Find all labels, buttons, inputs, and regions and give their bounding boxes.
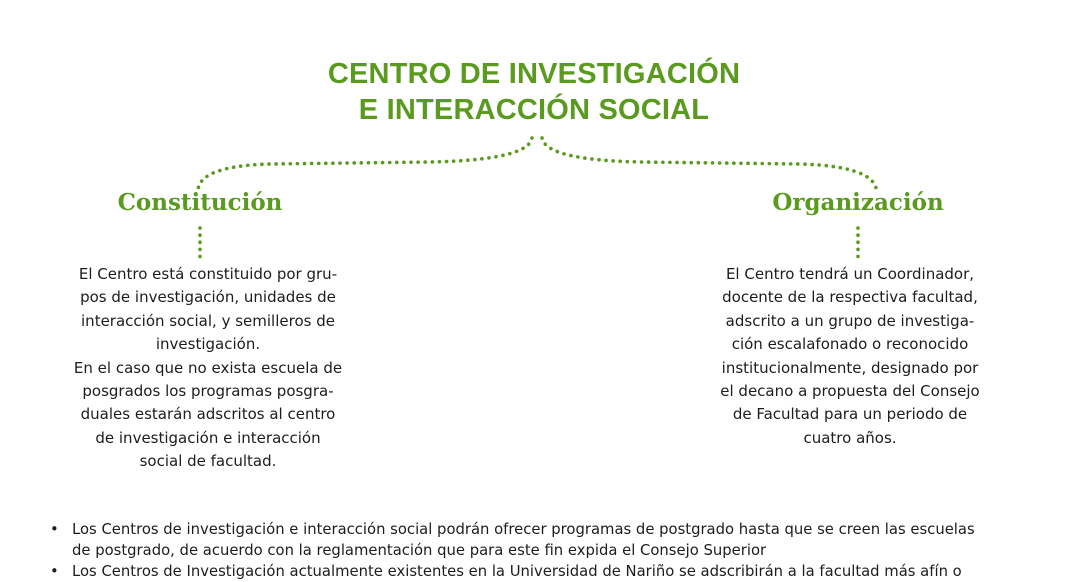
heading-organizacion: Organización xyxy=(772,189,944,216)
organizacion-text xyxy=(680,263,1020,450)
note-line: Los Centros de investigación e interacción social podrán ofrecer programas de postgrado hasta que se creen las escuelas xyxy=(72,521,975,538)
organizacion-line: El Centro tendrá un Coordinador, xyxy=(725,265,975,283)
constitucion-line: interacción social, y semilleros de xyxy=(81,311,335,330)
list-item xyxy=(50,561,1060,582)
notes-list xyxy=(50,519,1060,582)
title-line-2: E INTERACCIÓN SOCIAL xyxy=(358,94,710,126)
title-line-1: CENTRO DE INVESTIGACIÓN xyxy=(327,58,741,90)
organizacion-line: docente de la respectiva facultad, xyxy=(722,288,978,307)
note-line: de postgrado, de acuerdo con la reglamentación que para este fin expida el Consejo Superior xyxy=(72,542,767,559)
constitucion-line: El Centro está constituido por gru- xyxy=(78,265,338,283)
list-item xyxy=(50,519,1060,561)
bullet-icon: • xyxy=(50,563,59,580)
constitucion-line: En el caso que no exista escuela de xyxy=(73,358,343,377)
constitucion-line: duales estarán adscritos al centro xyxy=(80,405,336,424)
organizacion-line: cuatro años. xyxy=(803,428,897,447)
constitucion-text xyxy=(40,263,376,474)
constitucion-line: de investigación e interacción xyxy=(95,428,321,447)
heading-constitucion: Constitución xyxy=(117,189,283,216)
constitucion-line: posgrados los programas posgra- xyxy=(82,382,334,401)
constitucion-line: pos de investigación, unidades de xyxy=(80,288,336,307)
organizacion-line: ción escalafonado o reconocido xyxy=(731,335,969,354)
note-line: Los Centros de Investigación actualmente existentes en la Universidad de Nariño se adscribirán a la facultad más afín o xyxy=(72,563,962,580)
organizacion-line: adscrito a un grupo de investiga- xyxy=(725,311,975,330)
bullet-icon: • xyxy=(50,521,59,538)
organizacion-line: institucionalmente, designado por xyxy=(721,358,979,377)
connector-left-branch xyxy=(198,138,532,190)
constitucion-line: investigación. xyxy=(155,335,261,354)
organizacion-line: de Facultad para un periodo de xyxy=(732,405,968,424)
constitucion-line: social de facultad. xyxy=(139,452,277,471)
organizacion-line: el decano a propuesta del Consejo xyxy=(720,382,980,401)
connector-right-branch xyxy=(542,138,876,188)
